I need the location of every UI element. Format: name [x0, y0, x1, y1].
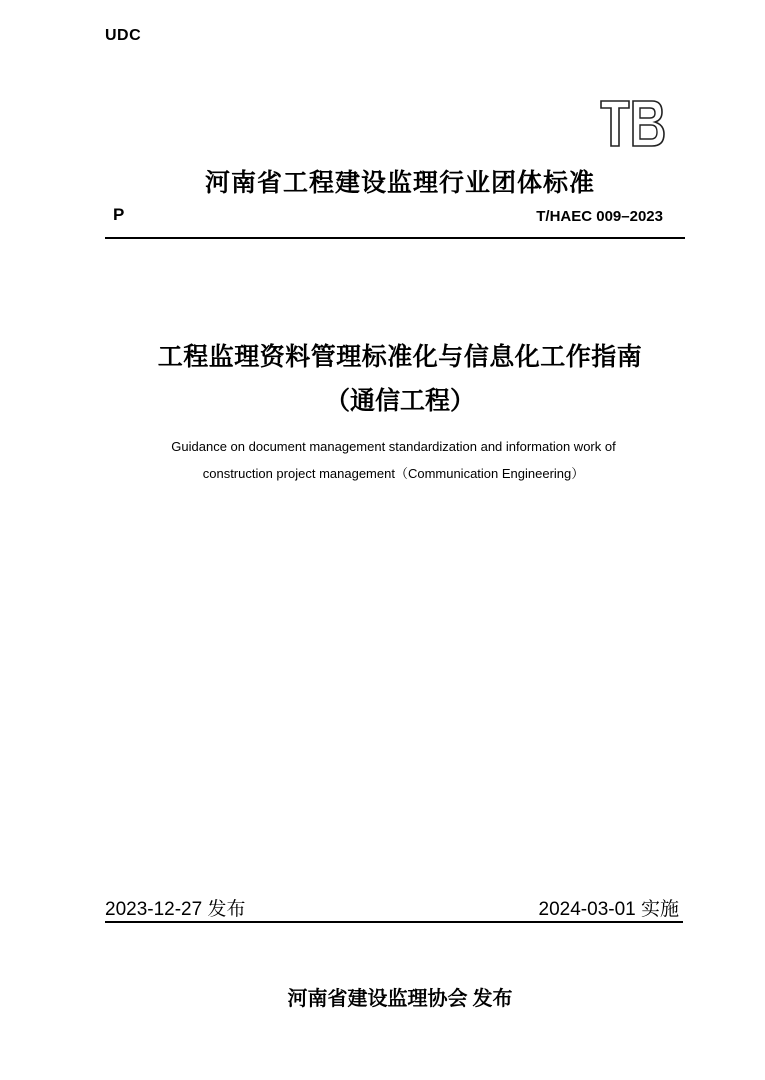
document-title: 工程监理资料管理标准化与信息化工作指南	[157, 343, 643, 371]
standard-type-heading: 河南省工程建设监理行业团体标准	[204, 169, 595, 197]
document-subtitle: （通信工程）	[324, 387, 475, 415]
header-divider	[105, 237, 685, 239]
english-title-line2: construction project management（Communication Engineering）	[202, 466, 585, 481]
standard-number: T/HAEC 009–2023	[536, 208, 663, 225]
tb-logo	[598, 98, 666, 150]
footer-divider	[105, 921, 683, 923]
issue-date: 2023-12-27 发布	[105, 899, 246, 920]
classification-code: P	[113, 205, 125, 224]
implementation-date: 2024-03-01 实施	[538, 899, 679, 920]
english-title-line1: Guidance on document management standardization and information work of	[171, 439, 616, 454]
udc-label: UDC	[105, 27, 142, 44]
publisher: 河南省建设监理协会 发布	[287, 988, 513, 1010]
